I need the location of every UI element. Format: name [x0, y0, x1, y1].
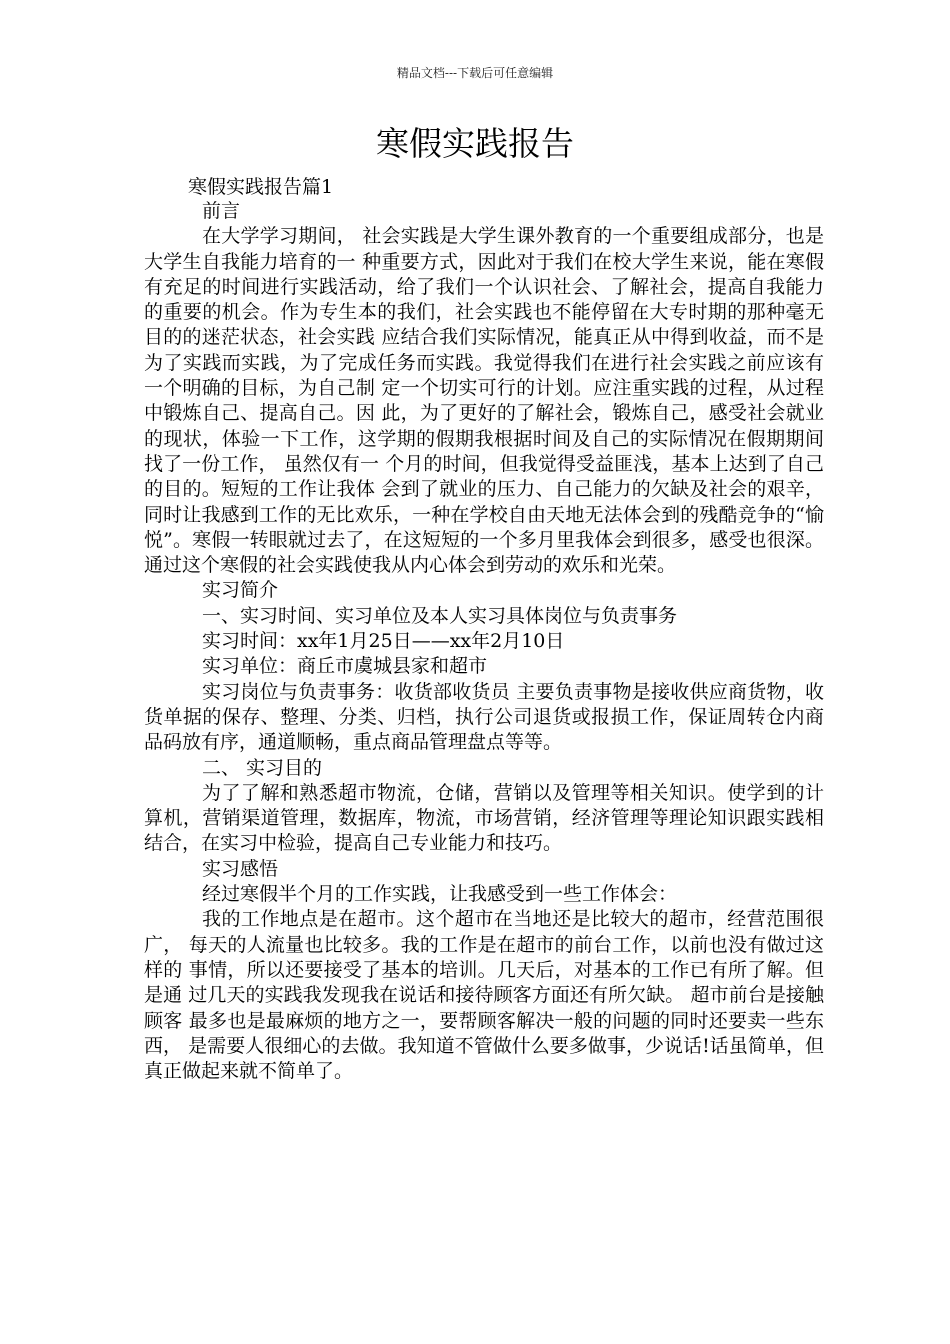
section2-heading: 二、 实习目的 [202, 756, 323, 779]
intern-duty-paragraph: 实习岗位与负责事务：收货部收货员 主要负责事物是接收供应商货物，收货单据的保存、整理、分类、归档，执行公司退货或报损工作，保证周转仓内商品码放有序，通道顺畅，重点商品管理盘点等等。 [144, 680, 824, 754]
header-note: 精品文档---下载后可任意编辑 [396, 66, 554, 80]
reflection-paragraph: 我的工作地点是在超市。这个超市在当地还是比较大的超市，经营范围很广， 每天的人流量也比较多。我的工作是在超市的前台工作，以前也没有做过这样的 事情，所以还要接受了基本的培训。几天后，对基本的工作已有所了解。但是通 过几天的实践我发现我在说话和接待顾客方面还有所欠缺。 超市前台是接触顾客 最多也是最麻烦的地方之一，要帮顾客解决一般的问题的同时还要卖一些东西， 是需要人很细心的去做。我知道不管做什么要多做事，少说话!话虽简单，但真正做起来就不简单了。 [144, 908, 824, 1083]
preface-heading: 前言 [202, 200, 241, 222]
document-subtitle: 寒假实践报告篇1 [188, 176, 334, 198]
intern-time: 实习时间：xx年1月25日——xx年2月10日 [202, 630, 565, 653]
reflection-heading: 实习感悟 [202, 857, 279, 880]
document-body [144, 199, 824, 1084]
reflection-intro: 经过寒假半个月的工作实践，让我感受到一些工作体会： [202, 883, 678, 906]
intern-unit: 实习单位：商丘市虞城县家和超市 [202, 655, 488, 678]
intern-intro-heading: 实习简介 [202, 579, 279, 602]
document-title: 寒假实践报告 [376, 124, 574, 163]
section1-heading: 一、实习时间、实习单位及本人实习具体岗位与负责事务 [202, 604, 678, 627]
preface-paragraph: 在大学学习期间， 社会实践是大学生课外教育的一个重要组成部分，也是大学生自我能力培育的一 种重要方式，因此对于我们在校大学生来说，能在寒假有充足的时间进行实践活动，给了我们一个认识社会、了解社会，提高自我能力的重要的机会。作为专生本的我们，社会实践也不能停留在大专时期的那种毫无目的的迷茫状态，社会实践 应结合我们实际情况，能真正从中得到收益，而不是为了实践而实践，为了完成任务而实践。我觉得我们在进行社会实践之前应该有一个明确的目标，为自己制 定一个切实可行的计划。应注重实践的过程，从过程中锻炼自己、提高自己。因 此，为了更好的了解社会，锻炼自己，感受社会就业的现状，体验一下工作，这学期的假期我根据时间及自己的实际情况在假期期间找了一份工作， 虽然仅有一 个月的时间，但我觉得受益匪浅，基本上达到了自己的目的。短短的工作让我体 会到了就业的压力、自己能力的欠缺及社会的艰辛，同时让我感到工作的无比欢乐，一种在学校自由天地无法体会到的残酷竞争的“愉悦”。寒假一转眼就过去了，在这短短的一个多月里我体会到很多，感受也很深。通过这个寒假的社会实践使我从内心体会到劳动的欢乐和光荣。 [144, 225, 824, 577]
purpose-paragraph: 为了了解和熟悉超市物流，仓储，营销以及管理等相关知识。使学到的计算机，营销渠道管理，数据库，物流，市场营销，经济管理等理论知识跟实践相结合，在实习中检验，提高自己专业能力和技巧。 [144, 781, 824, 855]
